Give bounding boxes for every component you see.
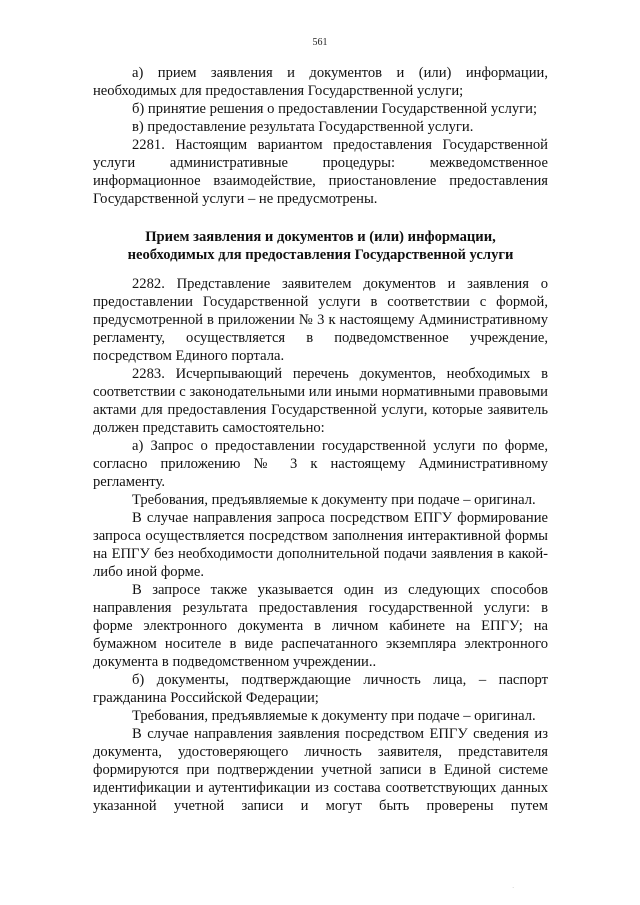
section-heading-line: Прием заявления и документов и (или) информации, bbox=[145, 229, 496, 245]
paragraph: 2281. Настоящим вариантом предоставления Государственной услуги административные процедуры: межведомственное информационное взаимодействие, приостановление предоставления Государственной услуги – не предусмотрены. bbox=[93, 137, 548, 207]
page-number: 561 bbox=[312, 37, 328, 48]
paragraph: Требования, предъявляемые к документу при подаче – оригинал. bbox=[132, 708, 536, 724]
paragraph: 2282. Представление заявителем документов и заявления о предоставлении Государственной услуги в соответствии с формой, предусмотренной в приложении № 3 к настоящему Административному регламенту, осуществляется в подведомственное учреждение, посредством Единого портала. bbox=[93, 276, 548, 364]
paragraph: 2283. Исчерпывающий перечень документов, необходимых в соответствии с законодательными или иными нормативными правовыми актами для предоставления Государственной услуги, которые заявитель должен представить самостоятельно: bbox=[93, 366, 548, 436]
paragraph: а) прием заявления и документов и (или) информации, необходимых для предоставления Государственной услуги; bbox=[93, 65, 548, 99]
paragraph: в) предоставление результата Государственной услуги. bbox=[132, 119, 474, 135]
section-heading bbox=[93, 228, 548, 264]
paragraph: В случае направления заявления посредством ЕПГУ сведения из документа, удостоверяющего личность заявителя, представителя формируются при подтверждении учетной записи в Единой системе идентификации и аутентификации из состава соответствующих данных указанной учетной записи и могут быть проверены путем bbox=[93, 726, 548, 814]
scan-mark: · bbox=[512, 884, 515, 892]
paragraph: В случае направления запроса посредством ЕПГУ формирование запроса осуществляется посредством заполнения интерактивной формы на ЕПГУ без необходимости дополнительной подачи заявления в какой-либо иной форме. bbox=[93, 510, 548, 580]
paragraph: а) Запрос о предоставлении государственной услуги по форме, согласно приложению № 3 к настоящему Административному регламенту. bbox=[93, 438, 548, 490]
document-body bbox=[93, 64, 548, 815]
paragraph: В запросе также указывается один из следующих способов направления результата предоставления государственной услуги: в форме электронного документа в личном кабинете на ЕПГУ; на бумажном носителе в виде распечатанного экземпляра электронного документа в подведомственном учреждении.. bbox=[93, 582, 548, 670]
paragraph: б) принятие решения о предоставлении Государственной услуги; bbox=[132, 101, 538, 117]
paragraph: Требования, предъявляемые к документу при подаче – оригинал. bbox=[132, 492, 536, 508]
paragraph: б) документы, подтверждающие личность лица, – паспорт гражданина Российской Федерации; bbox=[93, 672, 548, 706]
section-heading-line: необходимых для предоставления Государственной услуги bbox=[127, 247, 514, 263]
